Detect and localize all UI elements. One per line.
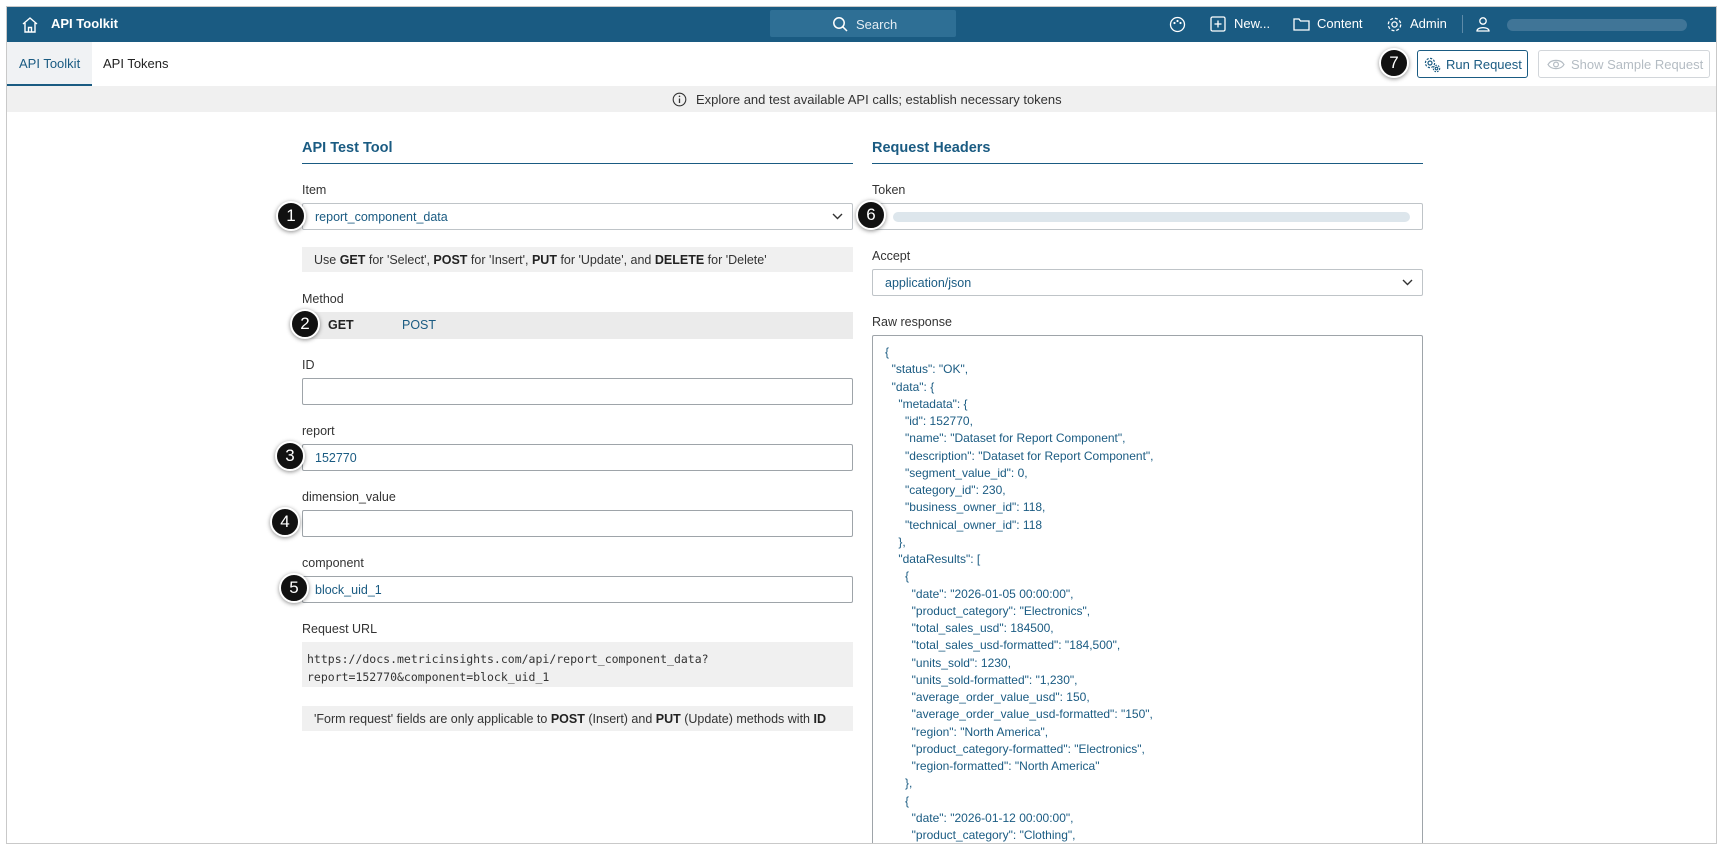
- callout-3: 3: [275, 441, 305, 471]
- callout-6: 6: [856, 200, 886, 230]
- tab-api-toolkit[interactable]: API Toolkit: [7, 42, 92, 86]
- token-input[interactable]: [872, 203, 1423, 230]
- section-divider: [872, 163, 1423, 164]
- palette-icon[interactable]: [1169, 16, 1186, 33]
- search-icon: [832, 16, 848, 32]
- method-label: Method: [302, 292, 344, 306]
- search-label: Search: [856, 17, 898, 32]
- info-banner: [7, 86, 1716, 112]
- raw-response-box[interactable]: [872, 335, 1423, 844]
- component-input-value: block_uid_1: [315, 583, 382, 597]
- callout-2: 2: [290, 309, 320, 339]
- item-select[interactable]: [302, 203, 853, 230]
- request-url-label: Request URL: [302, 622, 378, 636]
- app-window: [6, 6, 1717, 844]
- component-label: component: [302, 556, 364, 570]
- show-sample-request-button[interactable]: [1538, 50, 1710, 78]
- run-gear-icon: [1424, 57, 1441, 73]
- id-input[interactable]: [302, 378, 853, 405]
- method-selector: [302, 312, 853, 339]
- topbar-divider: [1462, 15, 1463, 33]
- show-sample-request-label: Show Sample Request: [1571, 57, 1704, 72]
- new-menu[interactable]: New...: [1234, 16, 1271, 31]
- top-navigation-bar: [7, 7, 1716, 42]
- raw-response-label: Raw response: [872, 315, 952, 329]
- report-input[interactable]: [302, 444, 853, 471]
- gear-icon[interactable]: [1386, 16, 1403, 33]
- callout-7: 7: [1379, 48, 1409, 78]
- request-headers-title: Request Headers: [872, 140, 991, 156]
- chevron-down-icon: [1402, 279, 1413, 286]
- accept-select[interactable]: [872, 269, 1423, 296]
- api-test-tool-title: API Test Tool: [302, 140, 393, 156]
- home-icon[interactable]: [21, 16, 39, 34]
- section-divider: [302, 163, 853, 164]
- tab-bar: [7, 42, 1716, 86]
- token-value-redacted: [893, 212, 1410, 222]
- token-label: Token: [872, 183, 906, 197]
- raw-response-text: { "status": "OK", "data": { "metadata": { "id": 152770, "name": "Dataset for Report Component", "description": "Dataset for Report Component", "segment_value_id": 0, "category_id": 230, "business_owner_id": 118, "technical_owner_id": 118 }, "dataResults": [ { "date": "2026-01-05 00:00:00", "product_category": "Electronics", "total_sales_usd": 184500, "total_sales_usd-formatted": "184,500", "units_sold": 1230, "units_sold-formatted": "1,230", "average_order_value_usd": 150, "average_order_value_usd-formatted": "150", "region": "North America", "product_category-formatted": "Electronics", "region-formatted": "North America" }, { "date": "2026-01-12 00:00:00", "product_category": "Clothing",: [885, 345, 1154, 842]
- component-input[interactable]: [302, 576, 853, 603]
- add-icon[interactable]: [1210, 16, 1226, 32]
- method-hint: Use GET for 'Select', POST for 'Insert', PUT for 'Update', and DELETE for 'Delete': [302, 247, 853, 272]
- item-select-value: report_component_data: [315, 210, 448, 224]
- info-text: Explore and test available API calls; establish necessary tokens: [696, 92, 1062, 107]
- eye-icon: [1547, 58, 1565, 71]
- app-title: API Toolkit: [51, 16, 118, 31]
- report-input-value: 152770: [315, 451, 357, 465]
- dimension-value-input[interactable]: [302, 510, 853, 537]
- callout-1: 1: [276, 201, 306, 231]
- chevron-down-icon: [832, 213, 843, 220]
- user-name-redacted[interactable]: [1507, 19, 1687, 31]
- callout-4: 4: [270, 507, 300, 537]
- run-request-button[interactable]: [1417, 50, 1528, 78]
- id-label: ID: [302, 358, 315, 372]
- info-icon: [672, 92, 687, 107]
- folder-icon[interactable]: [1293, 16, 1310, 32]
- request-url-value: https://docs.metricinsights.com/api/report_component_data? report=152770&component=block_uid_1: [302, 642, 853, 687]
- global-search[interactable]: [770, 10, 956, 37]
- item-label: Item: [302, 183, 327, 197]
- admin-menu[interactable]: Admin: [1410, 16, 1447, 31]
- accept-select-value: application/json: [885, 276, 972, 290]
- accept-label: Accept: [872, 249, 911, 263]
- method-get-option[interactable]: GET: [328, 318, 354, 332]
- method-post-option[interactable]: POST: [402, 318, 437, 332]
- callout-5: 5: [279, 573, 309, 603]
- run-request-label: Run Request: [1446, 57, 1522, 72]
- user-icon[interactable]: [1475, 16, 1491, 32]
- form-request-hint: 'Form request' fields are only applicable to POST (Insert) and PUT (Update) methods with ID: [302, 706, 853, 731]
- report-label: report: [302, 424, 335, 438]
- dimension-value-label: dimension_value: [302, 490, 396, 504]
- tab-api-tokens[interactable]: API Tokens: [103, 56, 169, 71]
- content-menu[interactable]: Content: [1317, 16, 1363, 31]
